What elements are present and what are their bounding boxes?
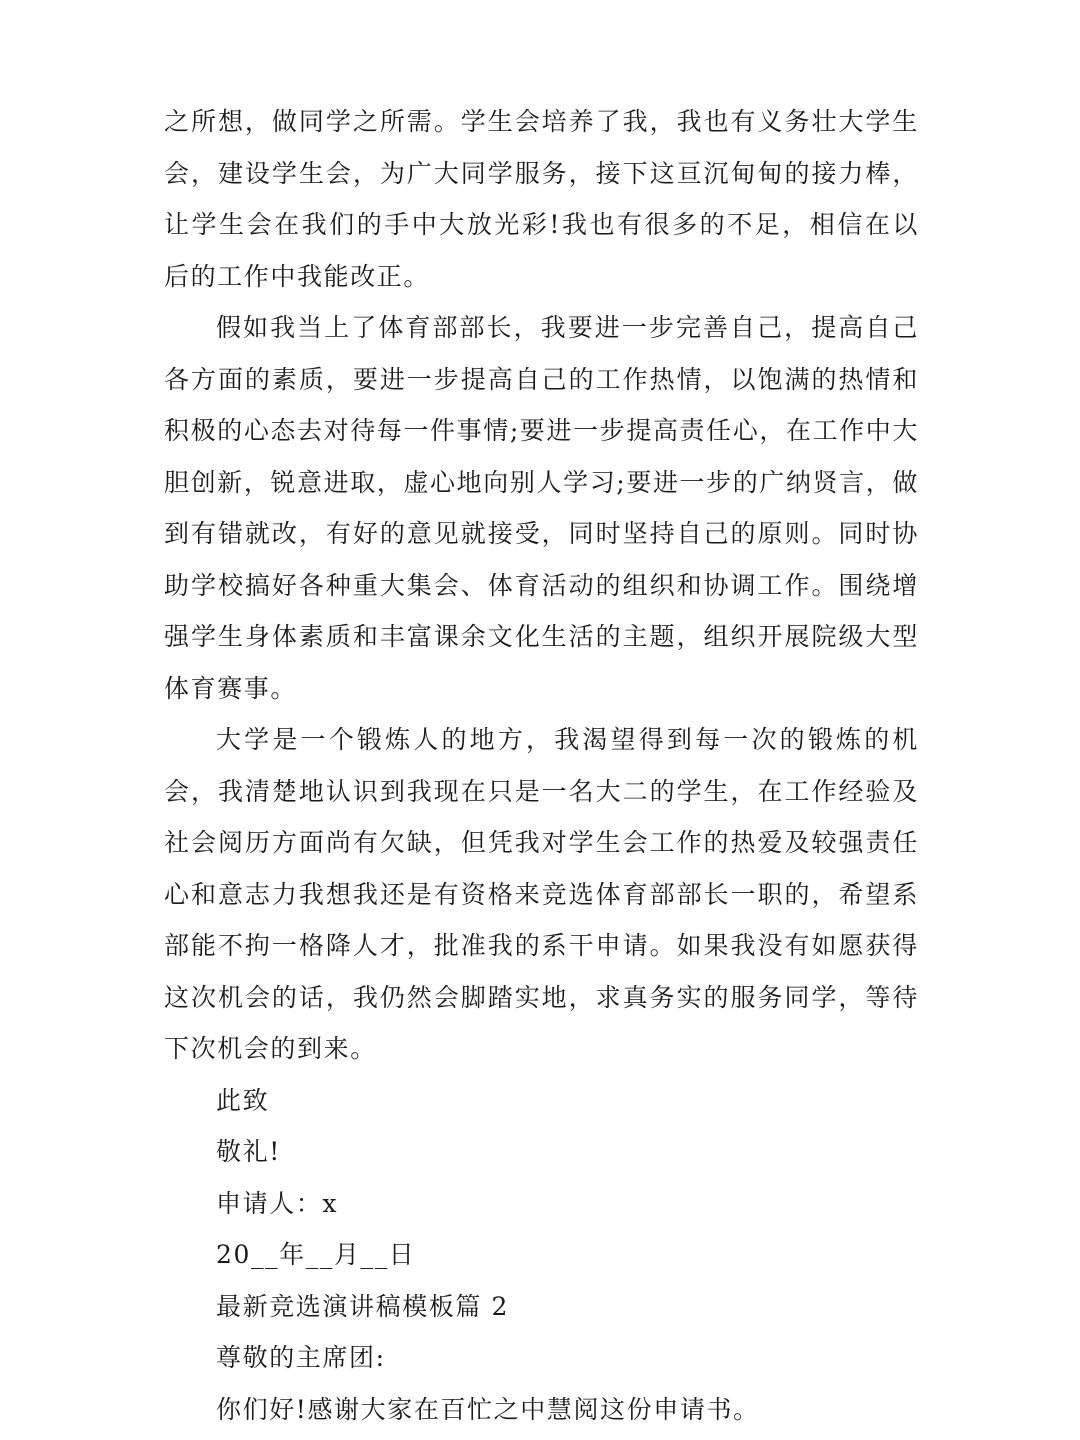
paragraph-university-experience: 大学是一个锻炼人的地方，我渴望得到每一次的锻炼的机会，我清楚地认识到我现在只是一名大二的学生，在工作经验及社会阅历方面尚有欠缺，但凭我对学生会工作的热爱及较强责任心和意志力我想我还是有资格来竞选体育部部长一职的，希望系部能不拘一格降人才，批准我的系干申请。如果我没有如愿获得这次机会的话，我仍然会脚踏实地，求真务实的服务同学，等待下次机会的到来。 bbox=[164, 725, 919, 1063]
date-line: 20__年__月__日 bbox=[216, 1240, 416, 1269]
document-page bbox=[164, 96, 919, 1435]
section-title: 最新竞选演讲稿模板篇 2 bbox=[216, 1291, 510, 1321]
salute-line: 敬礼! bbox=[216, 1137, 281, 1166]
greeting-line: 尊敬的主席团: bbox=[216, 1343, 386, 1372]
paragraph-continuation: 之所想，做同学之所需。学生会培养了我，我也有义务壮大学生会，建设学生会，为广大同学服务，接下这亘沉甸甸的接力棒，让学生会在我们的手中大放光彩!我也有很多的不足，相信在以后的工作中我能改正。 bbox=[164, 107, 919, 291]
paragraph-sports-minister-plan: 假如我当上了体育部部长，我要进一步完善自己，提高自己各方面的素质，要进一步提高自己的工作热情，以饱满的热情和积极的心态去对待每一件事情;要进一步提高责任心，在工作中大胆创新，锐意进取，虚心地向别人学习;要进一步的广纳贤言，做到有错就改，有好的意见就接受，同时坚持自己的原则。同时协助学校搞好各种重大集会、体育活动的组织和协调工作。围绕增强学生身体素质和丰富课余文化生活的主题，组织开展院级大型体育赛事。 bbox=[164, 313, 919, 703]
applicant-line: 申请人：x bbox=[216, 1188, 339, 1218]
closing-line: 此致 bbox=[216, 1085, 270, 1115]
opening-line: 你们好!感谢大家在百忙之中慧阅这份申请书。 bbox=[216, 1394, 760, 1424]
